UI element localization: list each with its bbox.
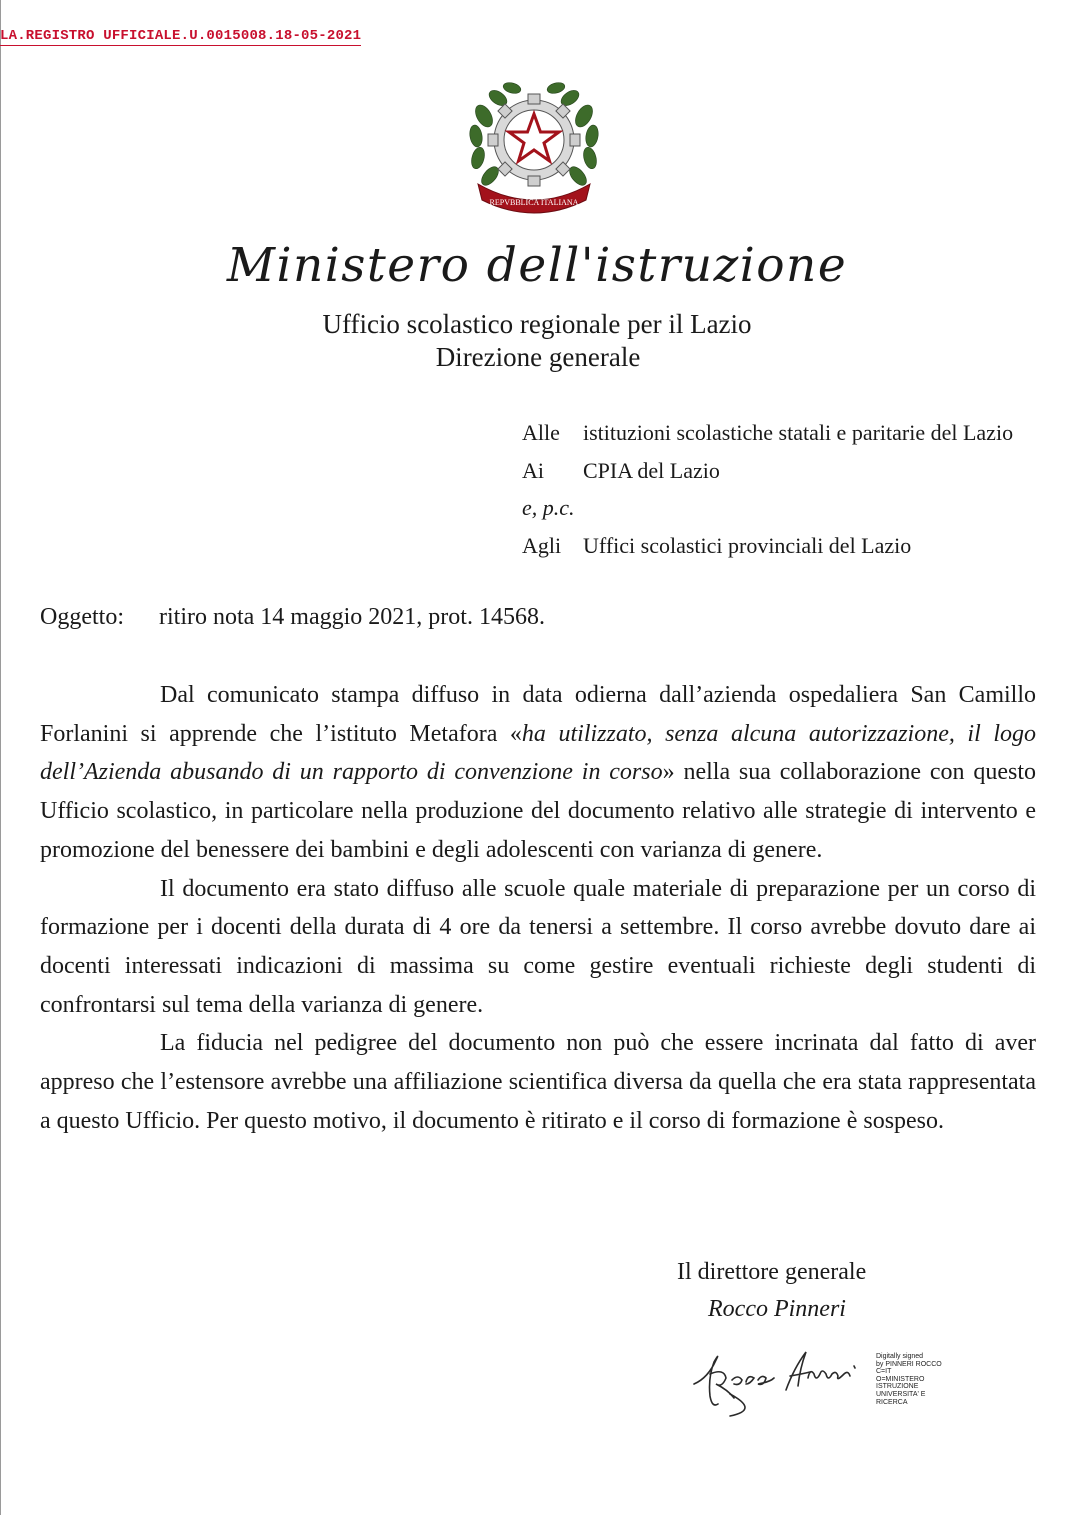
paragraph-text: » nella sua collaborazione con questo Ufficio scolastico, in particolare nella produzione del documento relativo alle strategie di intervento e promozione del benessere dei bambini e degli adolescenti con varianza di genere. xyxy=(40,759,1036,863)
recipient-row xyxy=(522,420,1013,458)
signer-name: Rocco Pinneri xyxy=(708,1296,846,1322)
recipient-key: e, p.c. xyxy=(522,495,575,520)
recipient-key: Alle xyxy=(522,420,560,445)
subject-label: Oggetto: xyxy=(40,604,124,630)
letter-body xyxy=(40,676,1036,1140)
recipient-key: Ai xyxy=(522,457,544,483)
digital-signature-line: O=MINISTERO xyxy=(876,1375,925,1383)
office-department: Direzione generale xyxy=(435,342,641,372)
paragraph-text: Dal comunicato stampa diffuso in data odierna dall’azienda ospedaliera San Camillo Forlanini si apprende che l’istituto Metafora « xyxy=(40,682,1036,747)
body-paragraph: Il documento era stato diffuso alle scuole quale materiale di preparazione per un corso di formazione per i docenti della durata di 4 ore da tenersi a settembre. Il corso avrebbe dovuto dare ai docenti interessati indicazioni di massima su come gestire eventuali richieste degli studenti di confrontarsi sul tema della varianza di genere. xyxy=(40,875,1036,1018)
digital-signature-line: ISTRUZIONE xyxy=(876,1383,919,1391)
svg-text:REPVBBLICA ITALIANA: REPVBBLICA ITALIANA xyxy=(489,198,579,207)
recipient-row xyxy=(522,533,1013,571)
ministry-title: Ministero dell'istruzione xyxy=(226,238,848,293)
italian-republic-emblem xyxy=(464,76,604,216)
handwritten-signature xyxy=(690,1338,875,1418)
recipient-key: Agli xyxy=(522,532,562,558)
body-paragraph: La fiducia nel pedigree del documento non può che essere incrinata dal fatto di aver appreso che l’estensore avrebbe una affiliazione scientifica diversa da quella che era stata rappresentata a questo Ufficio. Per questo motivo, il documento è ritirato e il corso di formazione è sospeso. xyxy=(40,1030,1036,1134)
office-name: Ufficio scolastico regionale per il Lazio xyxy=(322,309,752,339)
digital-signature-line: C=IT xyxy=(876,1368,892,1376)
quoted-text: ha utilizzato, senza alcuna autorizzazione, il logo dell’Azienda abusando di un rapporto di convenzione in corso xyxy=(40,720,1036,786)
recipients-block xyxy=(522,420,1013,570)
body-paragraph xyxy=(40,676,1036,870)
digital-signature-line: RICERCA xyxy=(876,1398,908,1406)
subject-line xyxy=(40,604,545,631)
protocol-stamp: LA.REGISTRO UFFICIALE.U.0015008.18-05-2021 xyxy=(0,28,362,44)
page-edge xyxy=(0,0,1,1515)
digital-signature-stamp xyxy=(876,1353,956,1406)
recipient-value: Uffici scolastici provinciali del Lazio xyxy=(583,532,912,558)
recipient-value: CPIA del Lazio xyxy=(583,457,720,483)
digital-signature-line: by PINNERI ROCCO xyxy=(876,1360,942,1368)
recipient-row xyxy=(522,495,1013,533)
recipient-row xyxy=(522,458,1013,496)
subject-text: ritiro nota 14 maggio 2021, prot. 14568. xyxy=(159,604,545,630)
digital-signature-line: Digitally signed xyxy=(876,1353,924,1360)
recipient-value: istituzioni scolastiche statali e paritarie del Lazio xyxy=(583,420,1014,445)
signer-role: Il direttore generale xyxy=(677,1259,867,1285)
signature-block xyxy=(677,1254,866,1328)
digital-signature-line: UNIVERSITA' E xyxy=(876,1390,926,1398)
